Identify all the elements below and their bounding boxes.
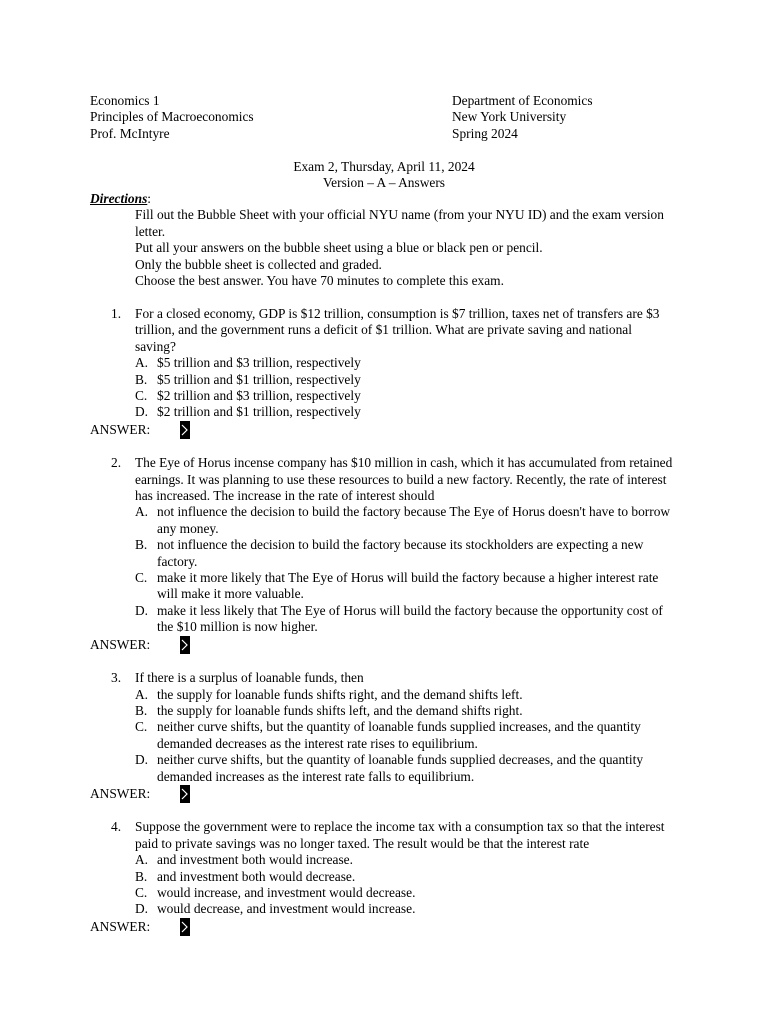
redacted-answer-marker xyxy=(180,785,190,803)
question-list xyxy=(90,306,690,952)
choice-b xyxy=(90,869,690,885)
answer-label: ANSWER: xyxy=(90,636,151,652)
choice-c xyxy=(90,885,690,901)
semester: Spring 2024 xyxy=(452,125,518,141)
choice-text: would increase, and investment would decrease. xyxy=(157,884,416,900)
question-number: 2. xyxy=(111,455,122,471)
choice-text: and investment both would decrease. xyxy=(157,868,356,884)
choice-text: not influence the decision to build the factory because its stockholders are expecting a new factory. xyxy=(157,537,644,569)
choice-b xyxy=(90,372,690,388)
choice-letter: B. xyxy=(135,868,148,884)
professor-name: Prof. McIntyre xyxy=(90,125,170,141)
question-4 xyxy=(90,819,690,935)
choice-text: $5 trillion and $3 trillion, respectively xyxy=(157,355,361,371)
choice-text: $2 trillion and $3 trillion, respectively xyxy=(157,388,361,404)
direction-line: Only the bubble sheet is collected and graded. xyxy=(135,256,382,272)
exam-title xyxy=(0,159,768,192)
question-text: Suppose the government were to replace the income tax with a consumption tax so that the interest paid to private savings was no longer taxed. The result would be that the interest rate xyxy=(135,819,665,851)
department-info xyxy=(452,93,593,142)
directions-list xyxy=(135,207,685,289)
question-1 xyxy=(90,306,690,439)
choice-text: neither curve shifts, but the quantity of loanable funds supplied decreases, and the quantity demanded increases as the interest rate falls to equilibrium. xyxy=(157,752,644,784)
question-stem xyxy=(90,670,690,686)
direction-line: Fill out the Bubble Sheet with your official NYU name (from your NYU ID) and the exam version letter. xyxy=(135,207,664,239)
answer-row xyxy=(90,421,690,439)
choice-letter: A. xyxy=(135,852,149,868)
directions-section xyxy=(90,191,690,289)
exam-version-line: Version – A – Answers xyxy=(322,175,445,191)
question-number: 4. xyxy=(111,819,122,835)
direction-line: Choose the best answer. You have 70 minutes to complete this exam. xyxy=(135,273,504,289)
choice-a xyxy=(90,852,690,868)
choice-c xyxy=(90,388,690,404)
choice-text: and investment both would increase. xyxy=(157,852,353,868)
course-info xyxy=(90,93,254,142)
choice-a xyxy=(90,355,690,371)
course-name: Principles of Macroeconomics xyxy=(90,109,254,125)
question-number: 3. xyxy=(111,670,122,686)
question-stem xyxy=(90,455,690,504)
choice-text: would decrease, and investment would increase. xyxy=(157,901,416,917)
question-2 xyxy=(90,455,690,653)
question-text: If there is a surplus of loanable funds, then xyxy=(135,670,364,686)
choice-text: $5 trillion and $1 trillion, respectively xyxy=(157,371,361,387)
question-text: For a closed economy, GDP is $12 trillion, consumption is $7 trillion, taxes net of transfers are $3 trillion, and the government runs a deficit of $1 trillion. What are private saving and national saving? xyxy=(135,306,660,354)
choice-letter: D. xyxy=(135,752,149,768)
choice-letter: A. xyxy=(135,686,149,702)
choice-letter: B. xyxy=(135,537,148,553)
answer-label: ANSWER: xyxy=(90,421,151,437)
choice-text: not influence the decision to build the factory because The Eye of Horus doesn't have to borrow any money. xyxy=(157,504,671,536)
choice-text: neither curve shifts, but the quantity of loanable funds supplied increases, and the quantity demanded decreases as the interest rate rises to equilibrium. xyxy=(157,719,641,751)
redacted-answer-marker xyxy=(180,636,190,654)
choice-text: make it more likely that The Eye of Horus will build the factory because a higher interest rate will make it more valuable. xyxy=(157,570,659,602)
question-number-cell xyxy=(90,455,135,504)
choice-letter: D. xyxy=(135,901,149,917)
direction-line: Put all your answers on the bubble sheet using a blue or black pen or pencil. xyxy=(135,240,543,256)
choice-letter: B. xyxy=(135,702,148,718)
course-number: Economics 1 xyxy=(90,93,160,108)
question-stem xyxy=(90,306,690,355)
choice-c xyxy=(90,570,690,603)
choice-letter: C. xyxy=(135,884,148,900)
redacted-answer-marker xyxy=(180,918,190,936)
university-name: New York University xyxy=(452,109,567,125)
question-number-cell xyxy=(90,670,135,686)
choice-a xyxy=(90,687,690,703)
choice-letter: A. xyxy=(135,355,149,371)
choice-d xyxy=(90,901,690,917)
exam-title-line: Exam 2, Thursday, April 11, 2024 xyxy=(293,159,475,174)
answer-row xyxy=(90,636,690,654)
choice-text: the supply for loanable funds shifts left, and the demand shifts right. xyxy=(157,702,523,718)
choice-letter: A. xyxy=(135,504,149,520)
choice-b xyxy=(90,703,690,719)
directions-heading xyxy=(90,191,690,207)
question-number-cell xyxy=(90,306,135,355)
choice-letter: C. xyxy=(135,570,148,586)
choice-b xyxy=(90,537,690,570)
choice-d xyxy=(90,603,690,636)
choice-letter: D. xyxy=(135,404,149,420)
choice-text: $2 trillion and $1 trillion, respectively xyxy=(157,404,361,420)
choice-letter: C. xyxy=(135,388,148,404)
choice-d xyxy=(90,752,690,785)
choice-letter: D. xyxy=(135,602,149,618)
choice-c xyxy=(90,719,690,752)
question-stem xyxy=(90,819,690,852)
choice-a xyxy=(90,504,690,537)
redacted-answer-marker xyxy=(180,421,190,439)
answer-row xyxy=(90,785,690,803)
choice-letter: C. xyxy=(135,719,148,735)
answer-label: ANSWER: xyxy=(90,918,151,934)
choice-d xyxy=(90,404,690,420)
choice-text: make it less likely that The Eye of Horus will build the factory because the opportunity cost of the $10 million is now higher. xyxy=(157,602,663,635)
directions-label: Directions xyxy=(90,191,148,206)
question-number-cell xyxy=(90,819,135,852)
answer-label: ANSWER: xyxy=(90,785,151,801)
choice-text: the supply for loanable funds shifts right, and the demand shifts left. xyxy=(157,686,523,702)
directions-colon: : xyxy=(147,191,152,206)
answer-row xyxy=(90,918,690,936)
question-3 xyxy=(90,670,690,803)
choice-letter: B. xyxy=(135,371,148,387)
department-name: Department of Economics xyxy=(452,93,593,108)
question-number: 1. xyxy=(111,306,122,321)
question-text: The Eye of Horus incense company has $10 million in cash, which it has accumulated from retained earnings. It was planning to use these resources to build a new factory. Recently, the rate of interest has increased. The increase in the rate of interest should xyxy=(135,455,673,504)
